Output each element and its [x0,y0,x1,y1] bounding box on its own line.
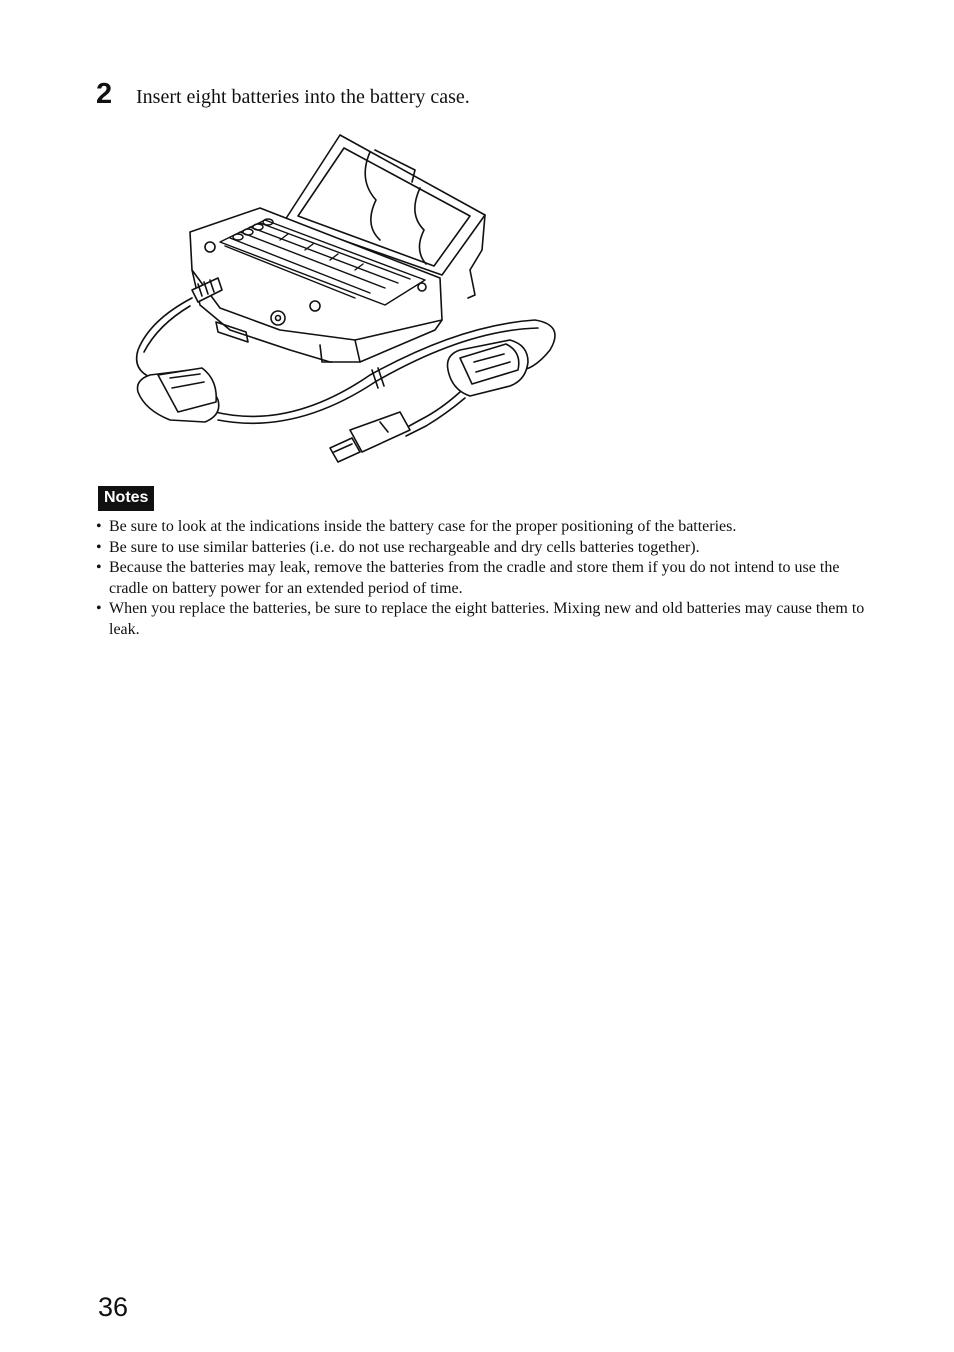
page-number: 36 [98,1292,129,1322]
note-item: • Because the batteries may leak, remove the batteries from the cradle and store them if you do not intend to use the cradle on battery power for an extended period of time. [96,558,876,599]
ferrite-core-left [138,368,219,422]
usb-plug-icon [330,412,410,462]
note-item: • Be sure to look at the indications inside the battery case for the proper positioning of the batteries. [96,517,876,538]
ferrite-core-right [448,340,529,396]
step-number: 2 [96,78,113,110]
notes-list [96,517,876,640]
notes-badge: Notes [98,486,154,511]
step-instruction: Insert eight batteries into the battery case. [136,86,470,108]
note-item: • When you replace the batteries, be sure to replace the eight batteries. Mixing new and old batteries may cause them to leak. [96,599,876,640]
note-item: • Be sure to use similar batteries (i.e. do not use rechargeable and dry cells batteries together). [96,538,876,559]
step-2 [96,80,470,109]
battery-case-illustration [130,130,570,475]
